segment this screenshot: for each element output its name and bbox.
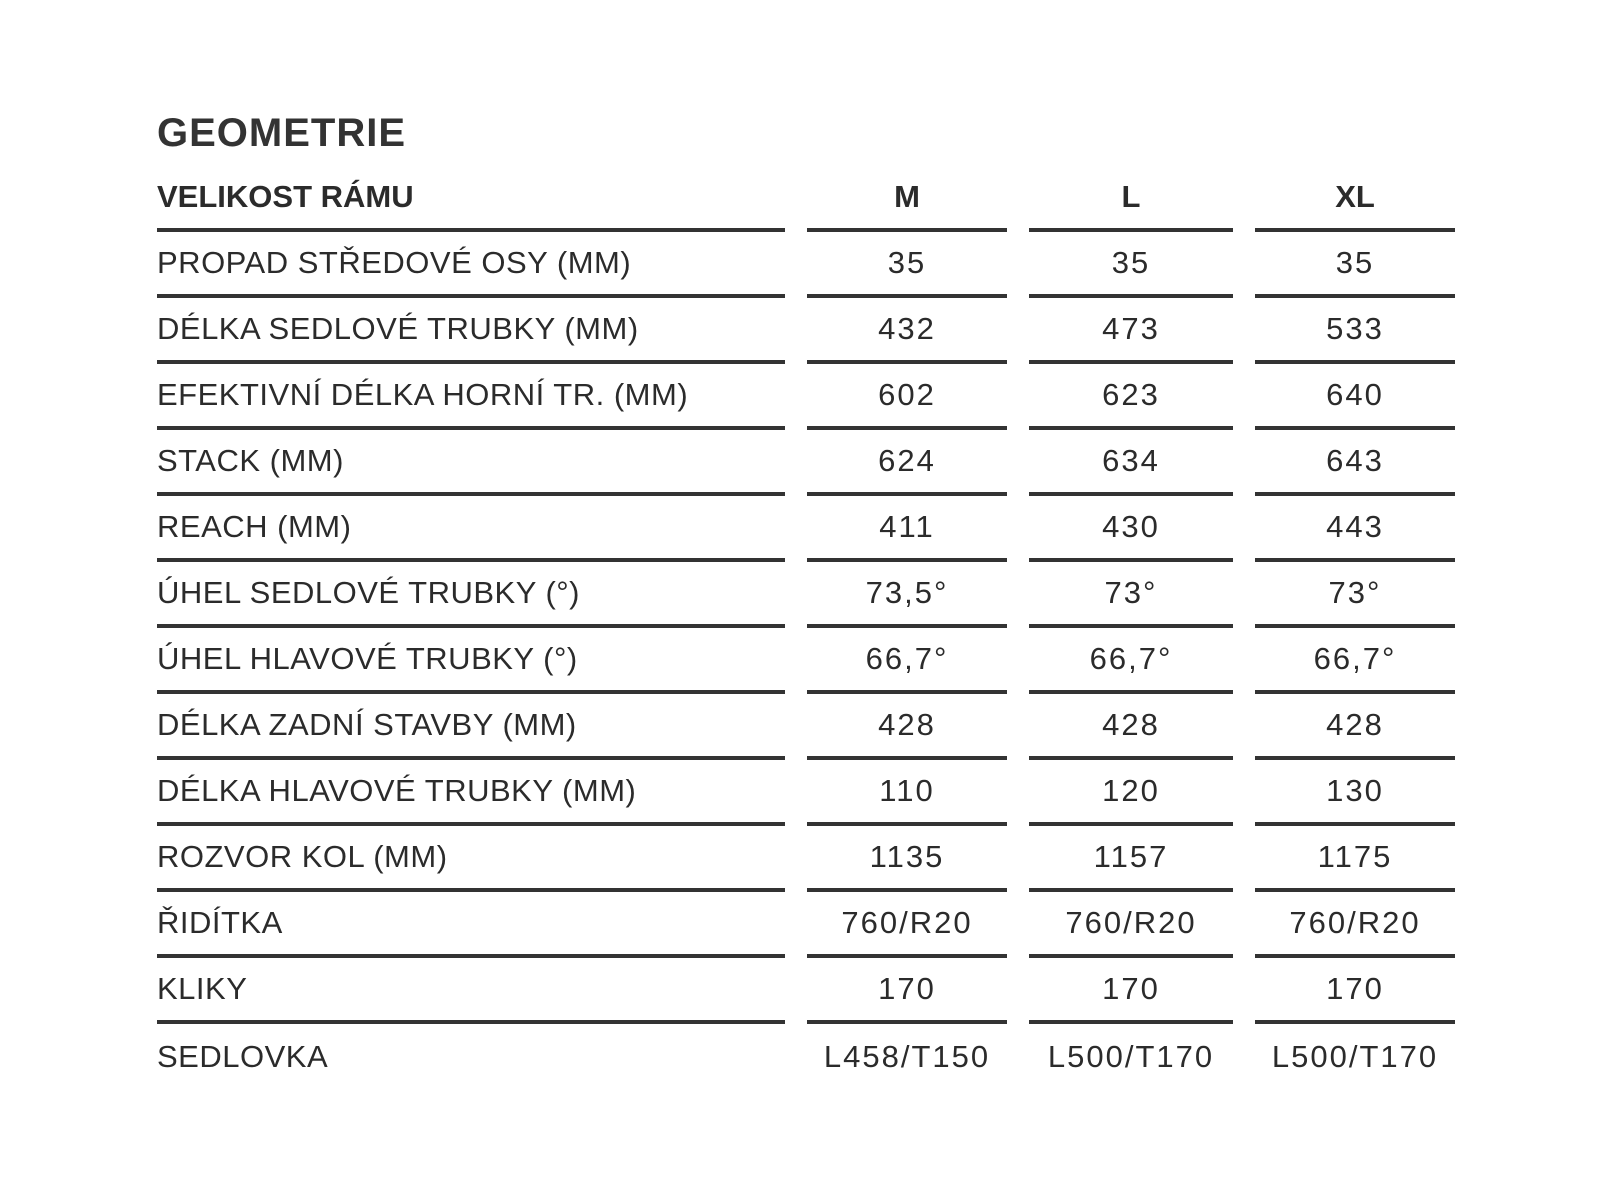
header-size-l: L (1029, 166, 1233, 232)
header-size-m: M (807, 166, 1007, 232)
row-label: STACK (MM) (157, 430, 785, 496)
table-row (157, 562, 1457, 628)
row-value-xl: 443 (1255, 496, 1455, 562)
row-value-l: 120 (1029, 760, 1233, 826)
row-value-m: 110 (807, 760, 1007, 826)
row-value-m: 428 (807, 694, 1007, 760)
row-value-l: 170 (1029, 958, 1233, 1024)
row-value-l: 73° (1029, 562, 1233, 628)
table-row (157, 958, 1457, 1024)
row-value-l: L500/T170 (1047, 1039, 1215, 1074)
table-row (157, 826, 1457, 892)
table-row (157, 364, 1457, 430)
row-value-m: 1135 (807, 826, 1007, 892)
row-value-l: 1157 (1029, 826, 1233, 892)
row-label: ROZVOR KOL (MM) (157, 826, 785, 892)
row-value-xl: 130 (1255, 760, 1455, 826)
row-value-xl: 170 (1255, 958, 1455, 1024)
table-row (157, 232, 1457, 298)
section-title: GEOMETRIE (157, 111, 407, 155)
row-value-xl: 35 (1255, 232, 1455, 298)
row-value-l: 760/R20 (1029, 892, 1233, 958)
table-row (157, 430, 1457, 496)
row-value-xl: 66,7° (1255, 628, 1455, 694)
table-row (157, 496, 1457, 562)
row-value-m: L458/T150 (823, 1039, 991, 1074)
row-value-l: 430 (1029, 496, 1233, 562)
row-value-l: 623 (1029, 364, 1233, 430)
row-label: KLIKY (157, 958, 785, 1024)
row-label: DÉLKA HLAVOVÉ TRUBKY (MM) (157, 760, 785, 826)
row-value-m: 73,5° (807, 562, 1007, 628)
row-value-m: 432 (807, 298, 1007, 364)
table-row (157, 760, 1457, 826)
row-value-l: 634 (1029, 430, 1233, 496)
row-value-xl: 533 (1255, 298, 1455, 364)
row-value-l: 428 (1029, 694, 1233, 760)
header-size-xl: XL (1255, 166, 1455, 232)
row-label: EFEKTIVNÍ DÉLKA HORNÍ TR. (MM) (157, 364, 785, 430)
table-row (157, 694, 1457, 760)
row-label: ŘIDÍTKA (157, 892, 785, 958)
row-value-xl: 1175 (1255, 826, 1455, 892)
row-value-m: 66,7° (807, 628, 1007, 694)
row-value-xl: 73° (1255, 562, 1455, 628)
row-label: ÚHEL HLAVOVÉ TRUBKY (°) (157, 628, 785, 694)
table-header-row (157, 166, 1457, 232)
row-value-m: 760/R20 (807, 892, 1007, 958)
row-value-l: 473 (1029, 298, 1233, 364)
row-label: DÉLKA ZADNÍ STAVBY (MM) (157, 694, 785, 760)
row-value-m: 624 (807, 430, 1007, 496)
row-value-xl: L500/T170 (1271, 1039, 1439, 1074)
geometry-sheet (157, 108, 1457, 1090)
row-value-m: 411 (807, 496, 1007, 562)
row-value-xl: 428 (1255, 694, 1455, 760)
table-row (157, 892, 1457, 958)
row-label: ÚHEL SEDLOVÉ TRUBKY (°) (157, 562, 785, 628)
row-value-m: 35 (807, 232, 1007, 298)
header-label: VELIKOST RÁMU (157, 166, 785, 232)
row-value-xl: 643 (1255, 430, 1455, 496)
row-value-m: 602 (807, 364, 1007, 430)
row-label: PROPAD STŘEDOVÉ OSY (MM) (157, 232, 785, 298)
row-value-m: 170 (807, 958, 1007, 1024)
row-value-l: 35 (1029, 232, 1233, 298)
row-label: SEDLOVKA (157, 1039, 329, 1074)
row-label: DÉLKA SEDLOVÉ TRUBKY (MM) (157, 298, 785, 364)
row-value-xl: 640 (1255, 364, 1455, 430)
table-row (157, 298, 1457, 364)
row-value-xl: 760/R20 (1255, 892, 1455, 958)
geometry-table (157, 166, 1457, 1090)
table-row (157, 1024, 1457, 1090)
row-label: REACH (MM) (157, 496, 785, 562)
row-value-l: 66,7° (1029, 628, 1233, 694)
table-row (157, 628, 1457, 694)
